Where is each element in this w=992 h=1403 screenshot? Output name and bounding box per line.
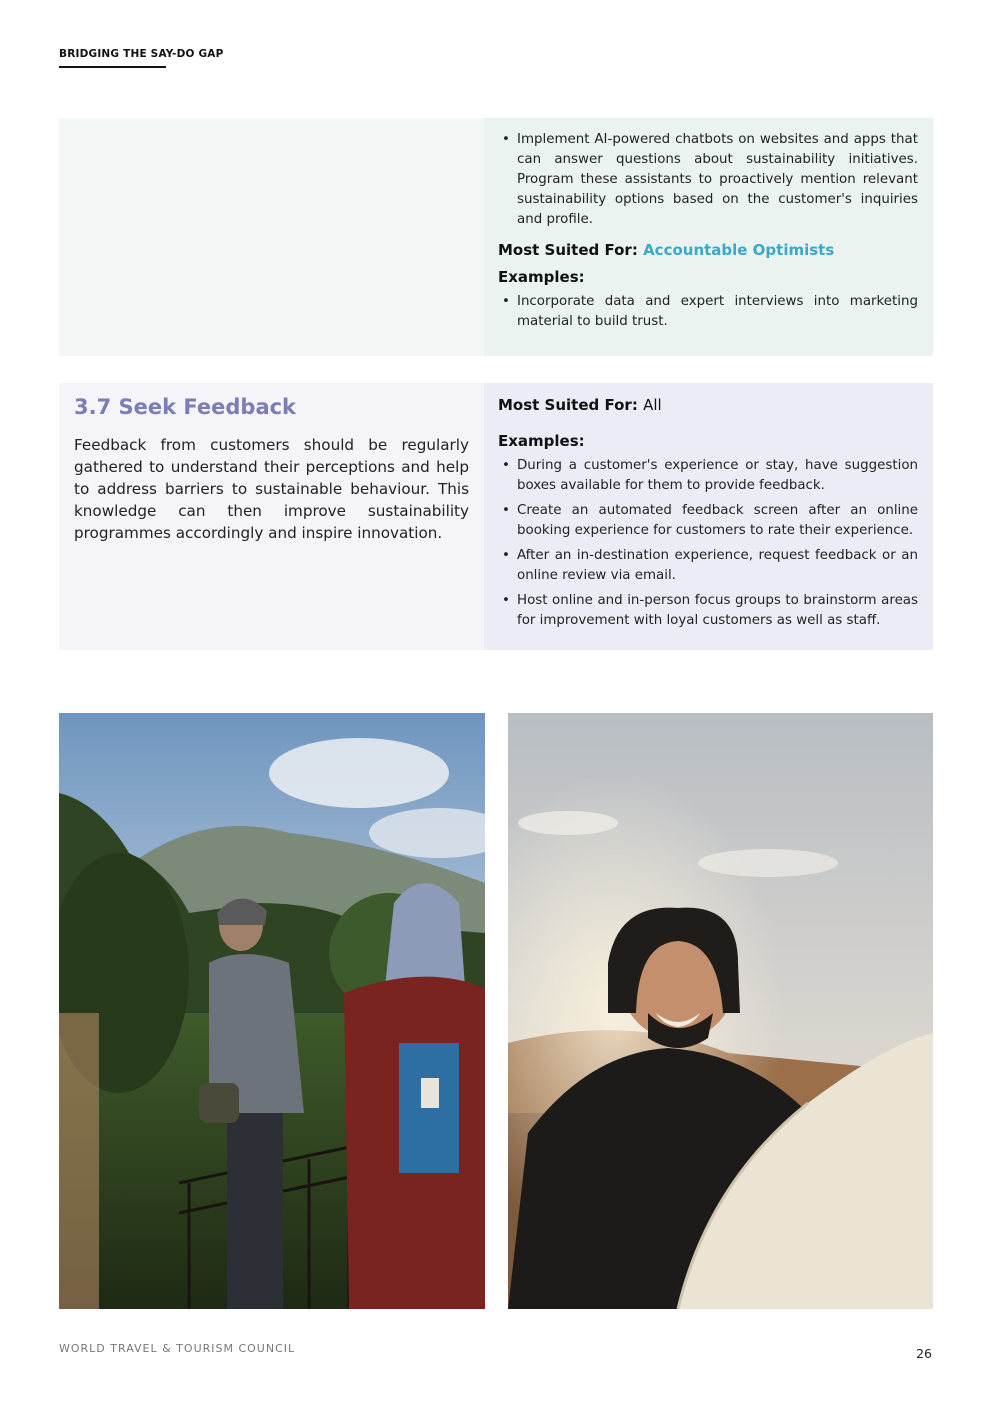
examples-list: [498, 456, 918, 631]
most-suited-label: Most Suited For:: [498, 396, 638, 414]
examples-label: Examples:: [498, 432, 585, 450]
most-suited-label: Most Suited For:: [498, 241, 638, 259]
examples-list: [498, 292, 918, 332]
surfer-photo: [508, 713, 933, 1309]
hikers-photo: [59, 713, 485, 1309]
page-number: 26: [916, 1346, 932, 1361]
list-item: • Host online and in-person focus groups to brainstorm areas for improvement with loyal customers as well as staff.: [498, 591, 918, 631]
strategy-box-continued: [59, 118, 933, 356]
header-underline: [59, 66, 166, 68]
list-item: • After an in-destination experience, request feedback or an online review via email.: [498, 546, 918, 586]
list-item: • Implement AI-powered chatbots on websites and apps that can answer questions about sustainability initiatives. Program these assistants to proactively mention relevant sustainability options based on the customer's inquiries and profile.: [498, 130, 918, 230]
strategy-box-right-panel: [484, 118, 933, 356]
surfer-illustration: [508, 713, 933, 1309]
list-item: • Create an automated feedback screen after an online booking experience for customers to rate their experience.: [498, 501, 918, 541]
list-item: • Incorporate data and expert interviews into marketing material to build trust.: [498, 292, 918, 332]
most-suited-value: Accountable Optimists: [643, 241, 835, 259]
most-suited-line: [498, 395, 918, 415]
most-suited-value: All: [643, 396, 662, 414]
section-title: 3.7 Seek Feedback: [74, 395, 297, 419]
hikers-illustration: [59, 713, 485, 1309]
seek-feedback-box: [59, 383, 933, 650]
seek-feedback-left-panel: [59, 383, 484, 650]
seek-feedback-right-panel: [484, 383, 933, 650]
list-item: • During a customer's experience or stay, have suggestion boxes available for them to provide feedback.: [498, 456, 918, 496]
continued-bullet-list: [498, 130, 918, 230]
most-suited-line: [498, 240, 918, 260]
strategy-box-left-panel: [59, 118, 484, 356]
section-body: Feedback from customers should be regularly gathered to understand their perceptions and help to address barriers to sustainable behaviour. This knowledge can then improve sustainability programmes accordingly and inspire innovation.: [74, 436, 469, 542]
footer-organization: WORLD TRAVEL & TOURISM COUNCIL: [59, 1342, 296, 1355]
running-header: BRIDGING THE SAY-DO GAP: [59, 48, 224, 60]
examples-label: Examples:: [498, 268, 585, 286]
